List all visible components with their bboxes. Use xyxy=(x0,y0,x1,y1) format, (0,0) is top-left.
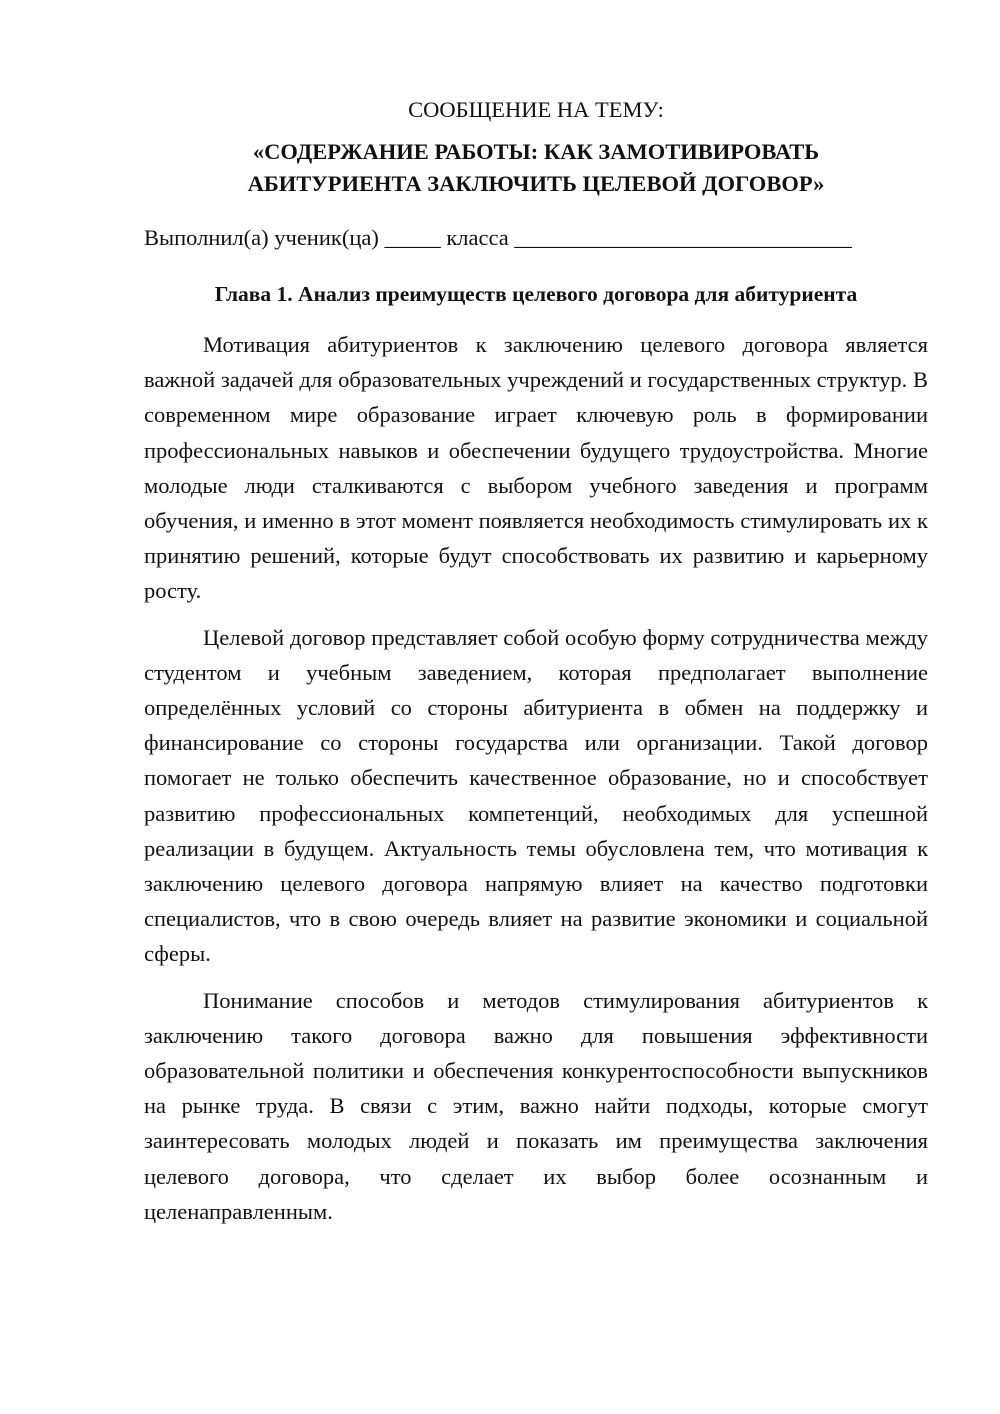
paragraph-2: Целевой договор представляет собой особую форму сотрудничества между студентом и учебным заведением, которая предполагает выполнение определённых условий со стороны абитуриента в обмен на поддержку и финансирование со стороны государства или организации. Такой договор помогает не только обеспечить качественное образование, но и способствует развитию профессиональных компетенций, необходимых для успешной реализации в будущем. Актуальность темы обусловлена тем, что мотивация к заключению целевого договора напрямую влияет на качество подготовки специалистов, что в свою очередь влияет на развитие экономики и социальной сферы. xyxy=(144,624,928,967)
title-line-2: АБИТУРИЕНТА ЗАКЛЮЧИТЬ ЦЕЛЕВОЙ ДОГОВОР» xyxy=(247,171,825,196)
paragraph-3: Понимание способов и методов стимулирования абитуриентов к заключению такого договора важно для повышения эффективности образовательной политики и обеспечения конкурентоспособности выпускников на рынке труда. В связи с этим, важно найти подходы, которые смогут заинтересовать молодых людей и показать им преимущества заключения целевого договора, что сделает их выбор более осознанным и целенаправленным. xyxy=(144,987,928,1224)
document-header: СООБЩЕНИЕ НА ТЕМУ: xyxy=(408,97,664,122)
document-title xyxy=(144,136,928,200)
title-line-1: «СОДЕРЖАНИЕ РАБОТЫ: КАК ЗАМОТИВИРОВАТЬ xyxy=(252,139,820,164)
paragraph-1: Мотивация абитуриентов к заключению целевого договора является важной задачей для образовательных учреждений и государственных структур. В современном мире образование играет ключевую роль в формировании профессиональных навыков и обеспечении будущего трудоустройства. Многие молодые люди сталкиваются с выбором учебного заведения и программ обучения, и именно в этот момент появляется необходимость стимулировать их к принятию решений, которые будут способствовать их развитию и карьерному росту. xyxy=(144,332,928,604)
author-line: Выполнил(а) ученик(ца) _____ класса ______________________________ xyxy=(144,225,852,250)
chapter-title: Глава 1. Анализ преимуществ целевого договора для абитуриента xyxy=(214,282,858,306)
document-page xyxy=(144,95,928,1229)
